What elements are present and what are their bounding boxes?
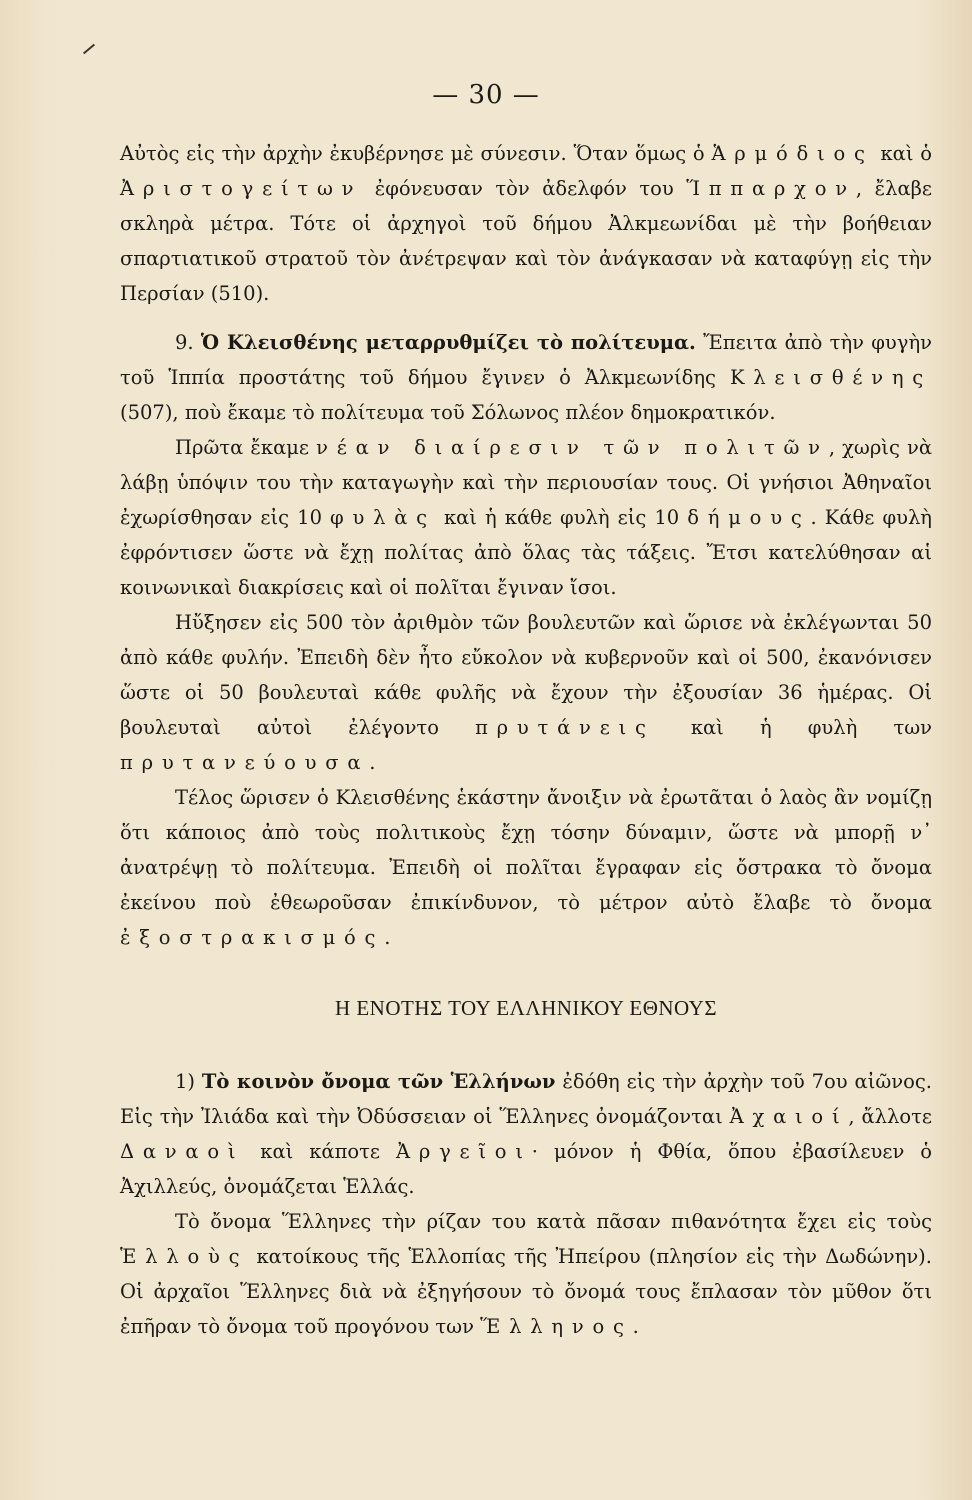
body-text [120,136,932,1344]
paragraph [120,136,932,311]
text-run: Τέλος ὥρισεν ὁ Κλεισθένης ἑκάστην ἄνοιξιν νὰ ἐρωτᾶται ὁ λαὸς ἂν νομίζῃ ὅτι κάποιος ἀπὸ τοὺς πολιτικοὺς ἔχῃ τόσην δύναμιν, ὥστε νὰ μπορῇ ν᾽ ἀνατρέψῃ τὸ πολίτευμα. Ἐπειδὴ οἱ πολῖται ἔγραφαν εἰς ὄστρακα τὸ ὄνομα ἐκείνου ποὺ ἐθεωροῦσαν ἐπικίνδυνον, τὸ μέτρον αὐτὸ ἔλαβε τὸ ὄνομα [120,786,932,914]
paragraph [120,430,932,605]
section-heading: Η ΕΝΟΤΗΣ ΤΟΥ ΕΛΛΗΝΙΚΟΥ ΕΘΝΟΥΣ [334,996,718,1020]
spaced-emphasis-text: Ἀριστογείτων [120,177,363,200]
spaced-emphasis-text: Ἁρμόδιος [711,142,874,165]
text-run: . [369,751,376,774]
pencil-mark [83,44,95,55]
spaced-emphasis-text: Ἀργεῖοι [395,1140,532,1163]
paragraph [120,605,932,780]
text-run: Τὸ ὄνομα Ἕλληνες τὴν ρίζαν του κατὰ πᾶσαν πιθανότητα ἔχει εἰς τοὺς [175,1210,932,1233]
text-run: , χωρὶς νὰ λάβῃ ὑπόψιν του τὴν καταγωγὴν καὶ τὴν περιουσίαν τους. Οἱ γνήσιοι Ἀθηναῖοι ἐχωρίσθησαν εἰς 10 [120,436,932,529]
paragraph [120,1064,932,1204]
spaced-emphasis-text: Ἕλληνος [480,1315,633,1338]
paragraph [120,1204,932,1344]
spaced-emphasis-text: Κλεισθένης [729,366,932,389]
text-run: , ἄλλοτε [848,1105,932,1128]
text-run: 9. [175,331,201,354]
spaced-emphasis-text: νέαν διαίρεσιν τῶν πολιτῶν [316,436,829,459]
bold-heading-text: Τὸ κοινὸν ὄνομα τῶν Ἑλλήνων [201,1070,556,1093]
spaced-emphasis-text: Ἀχαιοί [729,1105,849,1128]
text-run: . Κάθε φυλὴ ἐφρόντισεν ὥστε νὰ ἔχῃ πολίτας ἀπὸ ὅλας τὰς τάξεις. Ἔτσι κατελύθησαν αἱ κοινωνικαὶ διακρίσεις καὶ οἱ πολῖται ἔγιναν ἴσοι. [120,506,932,599]
text-run: (507), ποὺ ἔκαμε τὸ πολίτευμα τοῦ Σόλωνος πλέον δημοκρατικόν. [120,401,776,424]
text-run: . [384,926,391,949]
text-block-top [120,136,932,955]
spaced-emphasis-text: πρυτάνεις [475,716,655,739]
spaced-emphasis-text: Ἑλλοὺς [120,1245,249,1268]
text-run: . [632,1315,639,1338]
text-run: κατοίκους τῆς Ἑλλοπίας τῆς Ἠπείρου (πλησίον εἰς τὴν Δωδώνην). Οἱ ἀρχαῖοι Ἕλληνες διὰ νὰ ἐξηγήσουν τὸ ὄνομά τους ἔπλασαν τὸν μῦθον ὅτι ἐπῆραν τὸ ὄνομα τοῦ προγόνου των [120,1245,932,1338]
text-run: Ἔπειτα ἀπὸ τὴν φυγὴν τοῦ Ἱππία προστάτης τοῦ δήμου ἔγινεν ὁ Ἀλκμεωνίδης [120,331,932,389]
text-run: 1) [175,1070,202,1093]
paragraph [120,780,932,955]
text-run: Πρῶτα ἔκαμε [175,436,317,459]
text-run: καὶ ὁ [873,142,933,165]
spaced-emphasis-text: ἐξοστρακισμός [120,926,385,949]
text-run: καὶ ἡ φυλὴ των [654,716,932,739]
spaced-emphasis-text: φυλὰς [330,506,436,529]
text-run: ἐφόνευσαν τὸν ἀδελφόν του [362,177,687,200]
spaced-emphasis-text: πρυτανεύουσα [120,751,370,774]
text-run: ἐδόθη εἰς τὴν ἀρχὴν τοῦ 7ου αἰῶνος. Εἰς τὴν Ἰλιάδα καὶ τὴν Ὀδύσσειαν οἱ Ἕλληνες ὀνομάζονται [120,1070,932,1128]
spaced-emphasis-text: Δαναοὶ [120,1140,245,1163]
text-run: · μόνον ἡ Φθία, ὅπου ἐβασίλευεν ὁ Ἀχιλλεύς, ὀνομάζεται Ἑλλάς. [120,1140,932,1198]
text-run: Αὐτὸς εἰς τὴν ἀρχὴν ἐκυβέρνησε μὲ σύνεσιν. Ὅταν ὅμως ὁ [120,142,712,165]
text-run: , ἔλαβε σκληρὰ μέτρα. Τότε οἱ ἀρχηγοὶ τοῦ δήμου Ἀλκμεωνίδαι μὲ τὴν βοήθειαν σπαρτιατικοῦ στρατοῦ τὸν ἀνέτρεψαν καὶ τὸν ἀνάγκασαν νὰ καταφύγῃ εἰς τὴν Περσίαν (510). [120,177,932,305]
spaced-emphasis-text: δήμους [687,506,811,529]
page-number: — 30 — [432,80,540,110]
spaced-emphasis-text: Ἵππαρχον [686,177,856,200]
text-run: καὶ κάποτε [244,1140,396,1163]
text-block-bottom [120,1064,932,1344]
bold-heading-text: Ὁ Κλεισθένης μεταρρυθμίζει τὸ πολίτευμα. [200,331,696,354]
paragraph [120,325,932,430]
text-run: Ηὔξησεν εἰς 500 τὸν ἀριθμὸν τῶν βουλευτῶν καὶ ὥρισε νὰ ἐκλέγωνται 50 ἀπὸ κάθε φυλήν. Ἐπειδὴ δὲν ἦτο εὔκολον νὰ κυβερνοῦν καὶ οἱ 500, ἐκανόνισεν ὥστε οἱ 50 βουλευταὶ κάθε φυλῆς νὰ ἔχουν τὴν ἐξουσίαν 36 ἡμέρας. Οἱ βουλευταὶ αὐτοὶ ἐλέγοντο [120,611,932,739]
text-run: καὶ ἡ κάθε φυλὴ εἰς 10 [435,506,688,529]
